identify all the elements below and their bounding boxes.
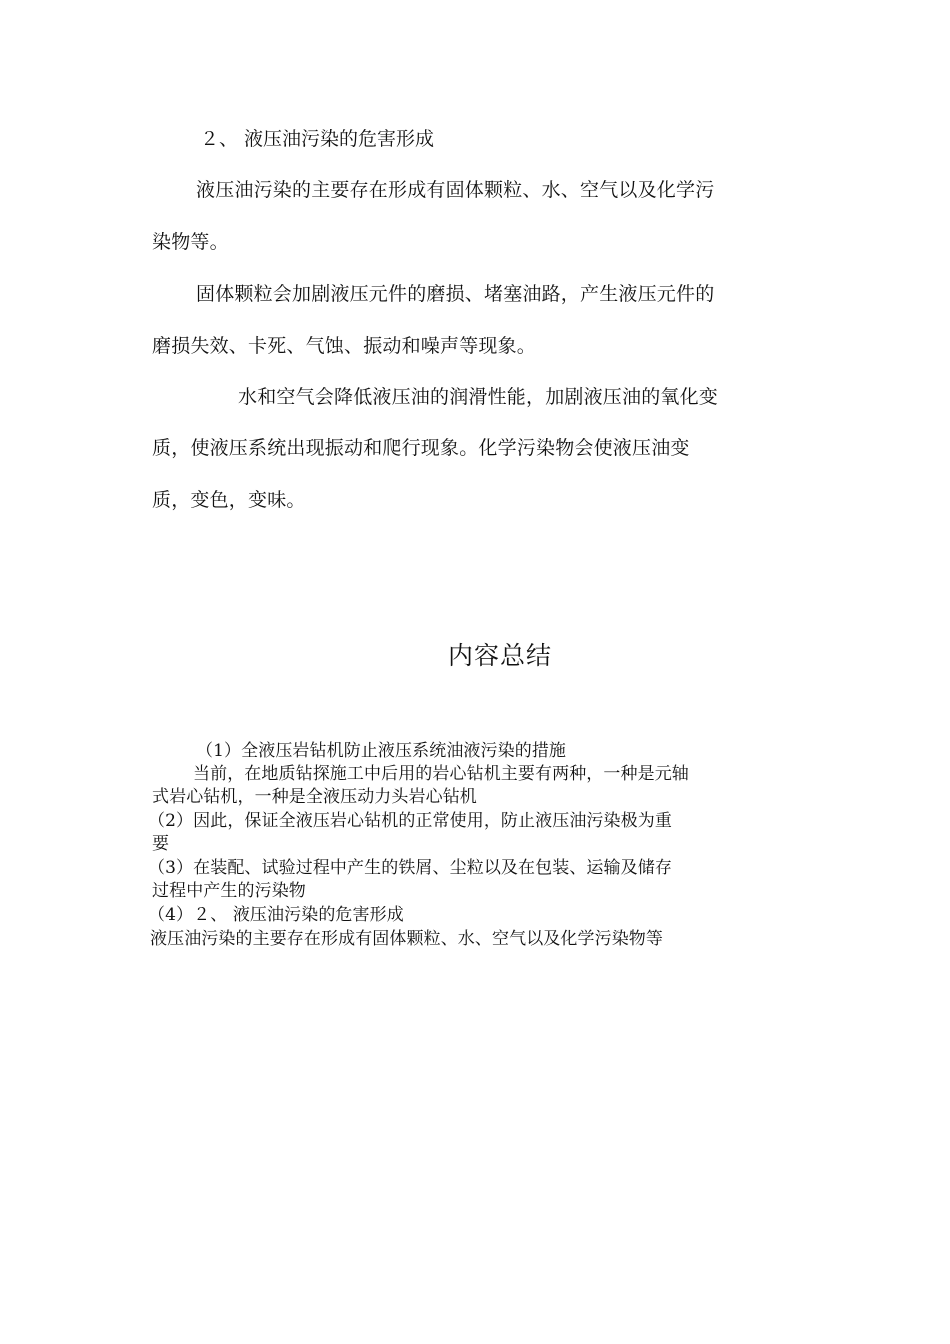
summary-line-1: （1）全液压岩钻机防止液压系统油液污染的措施 <box>196 741 567 761</box>
paragraph-1-line-2: 染物等。 <box>152 231 229 253</box>
paragraph-1-line-1: 液压油污染的主要存在形成有固体颗粒、水、空气以及化学污 <box>196 179 715 201</box>
summary-line-2: 当前，在地质钻探施工中后用的岩心钻机主要有两种，一种是元轴 <box>193 764 689 784</box>
paragraph-3-line-3: 质，变色，变味。 <box>152 489 306 511</box>
summary-line-6: （3）在装配、试验过程中产生的铁屑、尘粒以及在包装、运输及储存 <box>148 858 672 878</box>
summary-line-8: （4）２、 液压油污染的危害形成 <box>148 905 404 925</box>
summary-line-3: 式岩心钻机，一种是全液压动力头岩心钻机 <box>152 787 477 807</box>
paragraph-3-line-1: 水和空气会降低液压油的润滑性能，加剧液压油的氧化变 <box>238 386 719 408</box>
paragraph-2-line-1: 固体颗粒会加剧液压元件的磨损、堵塞油路，产生液压元件的 <box>196 283 715 305</box>
summary-title: 内容总结 <box>448 641 553 670</box>
summary-line-9: 液压油污染的主要存在形成有固体颗粒、水、空气以及化学污染物等 <box>150 929 663 949</box>
paragraph-3-line-2: 质，使液压系统出现振动和爬行现象。化学污染物会使液压油变 <box>152 437 690 459</box>
paragraph-2-line-2: 磨损失效、卡死、气蚀、振动和噪声等现象。 <box>152 335 537 357</box>
summary-line-7: 过程中产生的污染物 <box>152 881 306 901</box>
summary-line-5: 要 <box>152 834 170 854</box>
section-heading: ２、 液压油污染的危害形成 <box>200 128 435 150</box>
summary-line-4: （2）因此，保证全液压岩心钻机的正常使用，防止液压油污染极为重 <box>148 811 672 831</box>
